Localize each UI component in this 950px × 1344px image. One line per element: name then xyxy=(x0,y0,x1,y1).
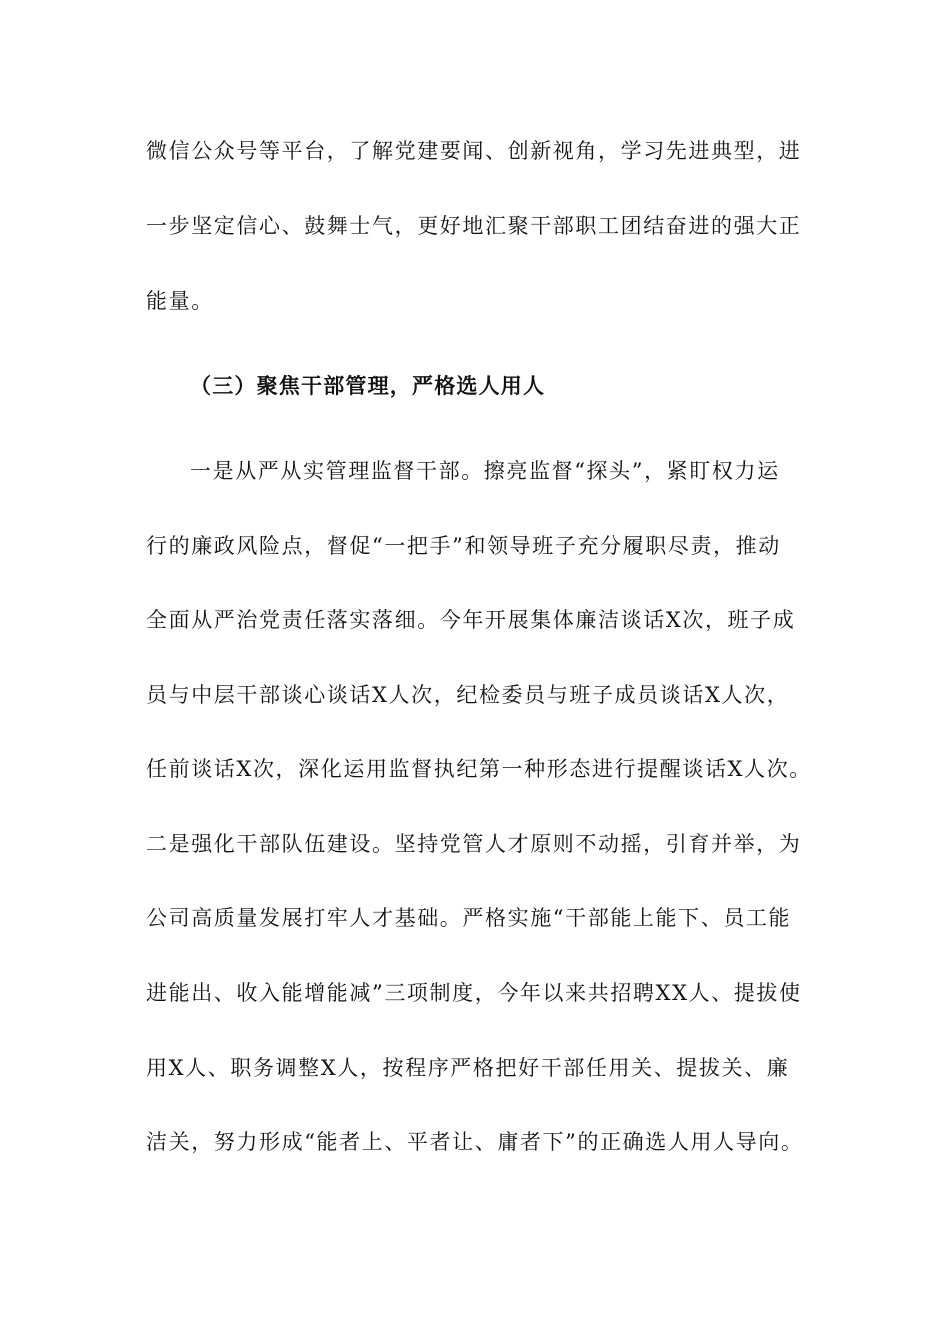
paragraph-line: 微信公众号等平台，了解党建要闻、创新视角，学习先进典型，进 xyxy=(146,139,802,163)
paragraph-line: 进能出、收入能增能减”三项制度，今年以来共招聘XX人、提拔使 xyxy=(146,981,802,1005)
paragraph-line: 二是强化干部队伍建设。坚持党管人才原则不动摇，引育并举，为 xyxy=(146,832,802,856)
paragraph-line: 全面从严治党责任落实落细。今年开展集体廉洁谈话X次，班子成 xyxy=(146,608,796,632)
paragraph-line: 任前谈话X次，深化运用监督执纪第一种形态进行提醒谈话X人次。 xyxy=(146,757,812,781)
paragraph-line: 一步坚定信心、鼓舞士气，更好地汇聚干部职工团结奋进的强大正 xyxy=(146,214,802,238)
paragraph-line: 能量。 xyxy=(146,289,214,313)
paragraph-line: 员与中层干部谈心谈话X人次，纪检委员与班子成员谈话X人次， xyxy=(146,683,790,707)
paragraph-line: 洁关，努力形成“能者上、平者让、庸者下”的正确选人用人导向。 xyxy=(146,1130,804,1154)
paragraph-line: 一是从严从实管理监督干部。擦亮监督“探头”，紧盯权力运 xyxy=(190,459,780,483)
paragraph-line: 用X人、职务调整X人，按程序严格把好干部任用关、提拔关、廉 xyxy=(146,1056,790,1080)
section-heading: （三）聚焦干部管理，严格选人用人 xyxy=(190,373,546,398)
paragraph-line: 公司高质量发展打牢人才基础。严格实施“干部能上能下、员工能 xyxy=(146,906,792,930)
paragraph-line: 行的廉政风险点，督促“一把手”和领导班子充分履职尽责，推动 xyxy=(146,534,781,558)
